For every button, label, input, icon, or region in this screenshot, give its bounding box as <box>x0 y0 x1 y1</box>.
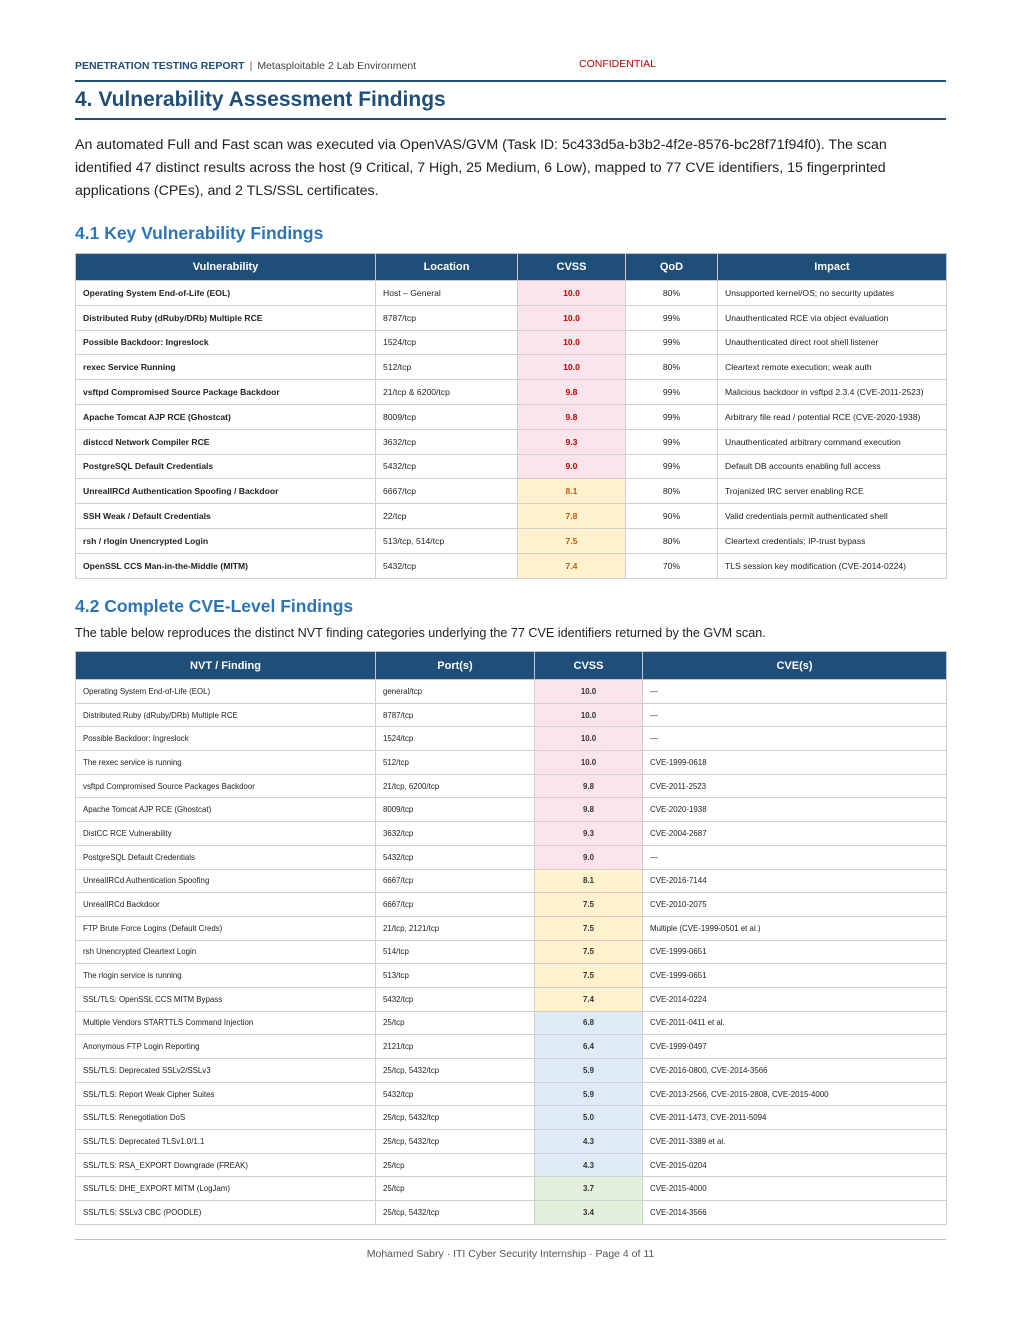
cvss-cell: 4.3 <box>535 1153 643 1177</box>
ports-cell: 25/tcp, 5432/tcp <box>376 1201 535 1225</box>
qod-cell: 80% <box>626 281 718 306</box>
table-row <box>76 680 947 704</box>
vulnerability-cell: SSH Weak / Default Credentials <box>76 504 376 529</box>
ports-cell: general/tcp <box>376 680 535 704</box>
cvss-cell: 10.0 <box>535 703 643 727</box>
col-header: CVSS <box>535 652 643 680</box>
nvt-cell: SSL/TLS: DHE_EXPORT MITM (LogJam) <box>76 1177 376 1201</box>
col-header: Port(s) <box>376 652 535 680</box>
vulnerability-cell: vsftpd Compromised Source Package Backdoor <box>76 380 376 405</box>
ports-cell: 2121/tcp <box>376 1035 535 1059</box>
cvss-cell: 3.7 <box>535 1177 643 1201</box>
cve-cell: CVE-2014-3566 <box>643 1201 947 1225</box>
cvss-cell: 5.9 <box>535 1082 643 1106</box>
nvt-cell: Distributed Ruby (dRuby/DRb) Multiple RCE <box>76 703 376 727</box>
nvt-cell: The rlogin service is running <box>76 964 376 988</box>
cve-cell: CVE-2015-4000 <box>643 1177 947 1201</box>
nvt-cell: SSL/TLS: Deprecated TLSv1.0/1.1 <box>76 1130 376 1154</box>
qod-cell: 99% <box>626 429 718 454</box>
impact-cell: Unsupported kernel/OS; no security updates <box>718 281 947 306</box>
cve-cell: CVE-2004-2687 <box>643 822 947 846</box>
cve-cell: CVE-2011-1473, CVE-2011-5094 <box>643 1106 947 1130</box>
table-row <box>76 281 947 306</box>
cvss-cell: 7.5 <box>518 528 626 553</box>
cve-cell: CVE-2016-7144 <box>643 869 947 893</box>
qod-cell: 90% <box>626 504 718 529</box>
location-cell: 5432/tcp <box>376 553 518 578</box>
table-row <box>76 479 947 504</box>
classification-label: CONFIDENTIAL <box>579 58 657 70</box>
nvt-cell: Possible Backdoor: Ingreslock <box>76 727 376 751</box>
ports-cell: 5432/tcp <box>376 1082 535 1106</box>
cvss-cell: 10.0 <box>518 281 626 306</box>
qod-cell: 80% <box>626 355 718 380</box>
col-header: QoD <box>626 254 718 281</box>
nvt-cell: SSL/TLS: SSLv3 CBC (POODLE) <box>76 1201 376 1225</box>
location-cell: 21/tcp & 6200/tcp <box>376 380 518 405</box>
intro-paragraph: An automated Full and Fast scan was executed via OpenVAS/GVM (Task ID: 5c433d5a-b3b2-4f2e-8576-bc28f71f94f0). The scan identified 47 distinct results across the host (9 Critical, 7 High, 25 Medium, 6 Low), mapped to 77 CVE identifiers, 15 fingerprinted applications (CPEs), and 2 TLS/SSL certificates. <box>75 137 887 199</box>
table-row <box>76 454 947 479</box>
impact-cell: Cleartext credentials; IP-trust bypass <box>718 528 947 553</box>
cvss-cell: 10.0 <box>535 751 643 775</box>
vulnerability-cell: UnrealIRCd Authentication Spoofing / Backdoor <box>76 479 376 504</box>
table-row <box>76 380 947 405</box>
table-row <box>76 964 947 988</box>
ports-cell: 3632/tcp <box>376 822 535 846</box>
table-row <box>76 893 947 917</box>
ports-cell: 513/tcp <box>376 964 535 988</box>
ports-cell: 1524/tcp <box>376 727 535 751</box>
page-footer: Mohamed Sabry · ITI Cyber Security Internship · Page 4 of 11 <box>75 1239 946 1260</box>
cvss-cell: 10.0 <box>535 727 643 751</box>
table-row <box>76 703 947 727</box>
cvss-cell: 3.4 <box>535 1201 643 1225</box>
location-cell: 8787/tcp <box>376 305 518 330</box>
cve-cell: CVE-2020-1938 <box>643 798 947 822</box>
table-row <box>76 822 947 846</box>
impact-cell: Valid credentials permit authenticated shell <box>718 504 947 529</box>
nvt-cell: FTP Brute Force Logins (Default Creds) <box>76 916 376 940</box>
table-row <box>76 916 947 940</box>
ports-cell: 25/tcp <box>376 1177 535 1201</box>
table-row <box>76 940 947 964</box>
nvt-cell: Apache Tomcat AJP RCE (Ghostcat) <box>76 798 376 822</box>
ports-cell: 5432/tcp <box>376 987 535 1011</box>
key-findings-table <box>75 253 947 579</box>
table-row <box>76 1130 947 1154</box>
vulnerability-cell: rsh / rlogin Unencrypted Login <box>76 528 376 553</box>
location-cell: 5432/tcp <box>376 454 518 479</box>
cvss-cell: 8.1 <box>535 869 643 893</box>
table-row <box>76 355 947 380</box>
cve-cell: CVE-2015-0204 <box>643 1153 947 1177</box>
qod-cell: 99% <box>626 380 718 405</box>
impact-cell: Arbitrary file read / potential RCE (CVE-2020-1938) <box>718 404 947 429</box>
location-cell: 512/tcp <box>376 355 518 380</box>
vulnerability-cell: distccd Network Compiler RCE <box>76 429 376 454</box>
nvt-cell: SSL/TLS: Report Weak Cipher Suites <box>76 1082 376 1106</box>
col-header: CVSS <box>518 254 626 281</box>
table-row <box>76 1106 947 1130</box>
cve-cell: CVE-2011-3389 et al. <box>643 1130 947 1154</box>
table-row <box>76 429 947 454</box>
table-row <box>76 1059 947 1083</box>
ports-cell: 25/tcp <box>376 1153 535 1177</box>
col-header: CVE(s) <box>643 652 947 680</box>
col-header: Impact <box>718 254 947 281</box>
table-row <box>76 1201 947 1225</box>
table-row <box>76 528 947 553</box>
table-header-row <box>76 652 947 680</box>
cvss-cell: 9.8 <box>518 404 626 429</box>
ports-cell: 21/tcp, 2121/tcp <box>376 916 535 940</box>
cve-cell: CVE-2010-2075 <box>643 893 947 917</box>
ports-cell: 25/tcp <box>376 1011 535 1035</box>
cvss-cell: 9.8 <box>518 380 626 405</box>
cvss-cell: 4.3 <box>535 1130 643 1154</box>
table-row <box>76 987 947 1011</box>
cve-cell: — <box>643 680 947 704</box>
cvss-cell: 10.0 <box>535 680 643 704</box>
col-header: NVT / Finding <box>76 652 376 680</box>
nvt-cell: Operating System End-of-Life (EOL) <box>76 680 376 704</box>
impact-cell: TLS session key modification (CVE-2014-0224) <box>718 553 947 578</box>
report-subtitle: Metasploitable 2 Lab Environment <box>257 60 417 72</box>
table-row <box>76 751 947 775</box>
nvt-cell: PostgreSQL Default Credentials <box>76 845 376 869</box>
cvss-cell: 9.8 <box>535 774 643 798</box>
nvt-cell: SSL/TLS: OpenSSL CCS MITM Bypass <box>76 987 376 1011</box>
cvss-cell: 9.3 <box>535 822 643 846</box>
cvss-cell: 7.5 <box>535 916 643 940</box>
cvss-cell: 9.0 <box>535 845 643 869</box>
cvss-cell: 9.0 <box>518 454 626 479</box>
cve-cell: CVE-2011-0411 et al. <box>643 1011 947 1035</box>
table-row <box>76 1011 947 1035</box>
ports-cell: 21/tcp, 6200/tcp <box>376 774 535 798</box>
table-row <box>76 1035 947 1059</box>
cve-cell: Multiple (CVE-1999-0501 et al.) <box>643 916 947 940</box>
cve-cell: CVE-2013-2566, CVE-2015-2808, CVE-2015-4000 <box>643 1082 947 1106</box>
vulnerability-cell: rexec Service Running <box>76 355 376 380</box>
cvss-cell: 7.4 <box>518 553 626 578</box>
ports-cell: 514/tcp <box>376 940 535 964</box>
nvt-cell: SSL/TLS: RSA_EXPORT Downgrade (FREAK) <box>76 1153 376 1177</box>
col-header: Location <box>376 254 518 281</box>
cve-cell: CVE-2016-0800, CVE-2014-3566 <box>643 1059 947 1083</box>
cvss-cell: 7.8 <box>518 504 626 529</box>
cvss-cell: 7.5 <box>535 893 643 917</box>
table-row <box>76 727 947 751</box>
qod-cell: 70% <box>626 553 718 578</box>
cvss-cell: 10.0 <box>518 305 626 330</box>
nvt-cell: UnrealIRCd Authentication Spoofing <box>76 869 376 893</box>
nvt-cell: SSL/TLS: Deprecated SSLv2/SSLv3 <box>76 1059 376 1083</box>
vulnerability-cell: Operating System End-of-Life (EOL) <box>76 281 376 306</box>
impact-cell: Unauthenticated arbitrary command execution <box>718 429 947 454</box>
ports-cell: 6667/tcp <box>376 869 535 893</box>
table-row <box>76 404 947 429</box>
location-cell: 22/tcp <box>376 504 518 529</box>
table-row <box>76 305 947 330</box>
location-cell: 1524/tcp <box>376 330 518 355</box>
nvt-cell: DistCC RCE Vulnerability <box>76 822 376 846</box>
impact-cell: Malicious backdoor in vsftpd 2.3.4 (CVE-2011-2523) <box>718 380 947 405</box>
cve-cell: — <box>643 845 947 869</box>
table-row <box>76 869 947 893</box>
col-header: Vulnerability <box>76 254 376 281</box>
cvss-cell: 10.0 <box>518 330 626 355</box>
cvss-cell: 6.8 <box>535 1011 643 1035</box>
cvss-cell: 6.4 <box>535 1035 643 1059</box>
location-cell: 3632/tcp <box>376 429 518 454</box>
cve-findings-heading: 4.2 Complete CVE-Level Findings <box>75 596 354 616</box>
table-row <box>76 330 947 355</box>
cve-findings-lead: The table below reproduces the distinct NVT finding categories underlying the 77 CVE identifiers returned by the GVM scan. <box>75 626 766 640</box>
impact-cell: Trojanized IRC server enabling RCE <box>718 479 947 504</box>
table-row <box>76 1177 947 1201</box>
vulnerability-cell: Possible Backdoor: Ingreslock <box>76 330 376 355</box>
ports-cell: 25/tcp, 5432/tcp <box>376 1130 535 1154</box>
location-cell: Host – General <box>376 281 518 306</box>
impact-cell: Cleartext remote execution; weak auth <box>718 355 947 380</box>
impact-cell: Unauthenticated RCE via object evaluation <box>718 305 947 330</box>
ports-cell: 25/tcp, 5432/tcp <box>376 1059 535 1083</box>
impact-cell: Default DB accounts enabling full access <box>718 454 947 479</box>
table-header-row <box>76 254 947 281</box>
nvt-cell: UnrealIRCd Backdoor <box>76 893 376 917</box>
cvss-cell: 5.0 <box>535 1106 643 1130</box>
qod-cell: 80% <box>626 528 718 553</box>
ports-cell: 8009/tcp <box>376 798 535 822</box>
ports-cell: 25/tcp, 5432/tcp <box>376 1106 535 1130</box>
table-row <box>76 1153 947 1177</box>
nvt-cell: vsftpd Compromised Source Packages Backdoor <box>76 774 376 798</box>
nvt-cell: rsh Unencrypted Cleartext Login <box>76 940 376 964</box>
impact-cell: Unauthenticated direct root shell listener <box>718 330 947 355</box>
location-cell: 513/tcp, 514/tcp <box>376 528 518 553</box>
vulnerability-cell: Distributed Ruby (dRuby/DRb) Multiple RCE <box>76 305 376 330</box>
cvss-cell: 8.1 <box>518 479 626 504</box>
cve-cell: CVE-1999-0651 <box>643 940 947 964</box>
location-cell: 8009/tcp <box>376 404 518 429</box>
table-row <box>76 553 947 578</box>
vulnerability-cell: PostgreSQL Default Credentials <box>76 454 376 479</box>
cve-cell: — <box>643 727 947 751</box>
cve-cell: CVE-1999-0618 <box>643 751 947 775</box>
table-row <box>76 774 947 798</box>
ports-cell: 8787/tcp <box>376 703 535 727</box>
vulnerability-cell: Apache Tomcat AJP RCE (Ghostcat) <box>76 404 376 429</box>
cvss-cell: 9.3 <box>518 429 626 454</box>
cvss-cell: 7.5 <box>535 940 643 964</box>
cvss-cell: 7.5 <box>535 964 643 988</box>
nvt-cell: The rexec service is running <box>76 751 376 775</box>
table-row <box>76 504 947 529</box>
location-cell: 6667/tcp <box>376 479 518 504</box>
qod-cell: 99% <box>626 330 718 355</box>
nvt-cell: Anonymous FTP Login Reporting <box>76 1035 376 1059</box>
qod-cell: 99% <box>626 305 718 330</box>
qod-cell: 99% <box>626 404 718 429</box>
cve-cell: CVE-1999-0497 <box>643 1035 947 1059</box>
nvt-cell: SSL/TLS: Renegotiation DoS <box>76 1106 376 1130</box>
nvt-cell: Multiple Vendors STARTTLS Command Injection <box>76 1011 376 1035</box>
table-row <box>76 798 947 822</box>
cvss-cell: 9.8 <box>535 798 643 822</box>
cve-cell: — <box>643 703 947 727</box>
report-brand: PENETRATION TESTING REPORT <box>75 60 245 72</box>
key-findings-heading: 4.1 Key Vulnerability Findings <box>75 223 324 243</box>
cvss-cell: 7.4 <box>535 987 643 1011</box>
cve-cell: CVE-2011-2523 <box>643 774 947 798</box>
table-row <box>76 1082 947 1106</box>
table-row <box>76 845 947 869</box>
qod-cell: 99% <box>626 454 718 479</box>
cvss-cell: 5.9 <box>535 1059 643 1083</box>
header-separator: | <box>249 60 253 72</box>
qod-cell: 80% <box>626 479 718 504</box>
ports-cell: 512/tcp <box>376 751 535 775</box>
cve-findings-table <box>75 651 947 1225</box>
vulnerability-cell: OpenSSL CCS Man-in-the-Middle (MITM) <box>76 553 376 578</box>
cve-cell: CVE-2014-0224 <box>643 987 947 1011</box>
ports-cell: 6667/tcp <box>376 893 535 917</box>
cvss-cell: 10.0 <box>518 355 626 380</box>
ports-cell: 5432/tcp <box>376 845 535 869</box>
section-title: 4. Vulnerability Assessment Findings <box>75 88 946 120</box>
page-header <box>75 58 946 82</box>
cve-cell: CVE-1999-0651 <box>643 964 947 988</box>
